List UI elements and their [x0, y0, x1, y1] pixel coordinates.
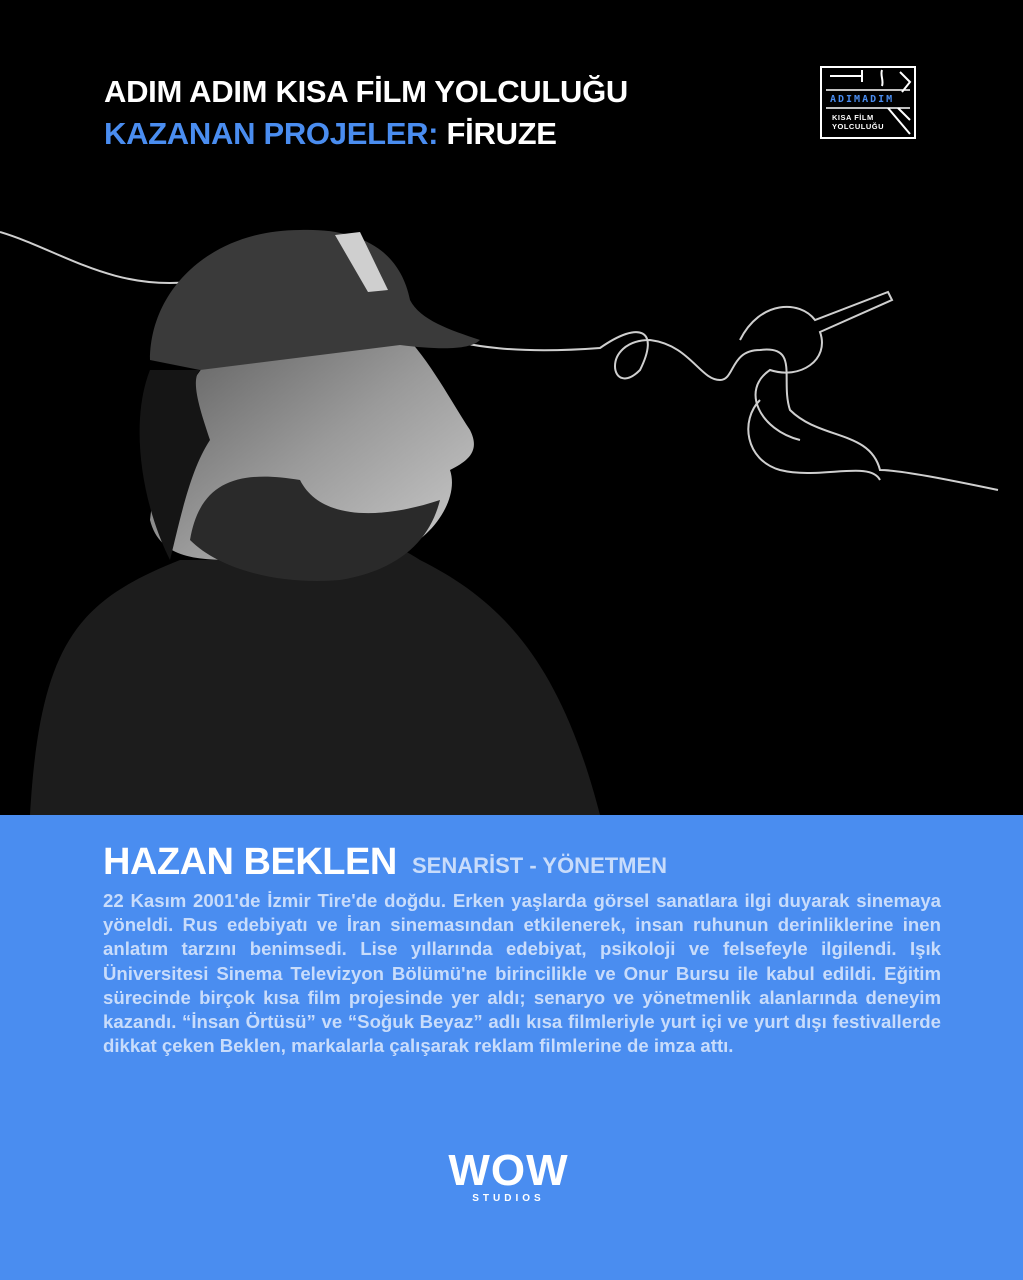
project-name: FİRUZE [446, 116, 557, 151]
person-name: HAZAN BEKLEN [103, 841, 397, 883]
page-title: ADIM ADIM KISA FİLM YOLCULUĞU [104, 74, 629, 109]
bio-section [0, 815, 1023, 1280]
logo-sub-line1: KISA FİLM [832, 113, 874, 122]
portrait-figure [30, 230, 600, 815]
person-bio: 22 Kasım 2001'de İzmir Tire'de doğdu. Erken yaşlarda görsel sanatlara ilgi duyarak sinemaya yöneldi. Rus edebiyatı ve İran sinemasından etkilenerek, insan ruhunun derinliklerine inen anlatım tarzını benimsedi. Lise yıllarında edebiyat, psikoloji ve felsefeyle ilgilendi. Işık Üniversitesi Sinema Televizyon Bölümü'ne birincilikle ve Onur Bursu ile kabul edildi. Eğitim sürecinde birçok kısa film projesinde yer aldı; senaryo ve yönetmenlik alanlarında deneyim kazandı. “İnsan Örtüsü” ve “Soğuk Beyaz” adlı kısa filmleriyle yurt içi ve yurt dışı festivallerde dikkat çeken Beklen, markalarla çalışarak reklam filmlerine de imza attı. [103, 890, 941, 1057]
wow-studios-logo [436, 1146, 581, 1209]
logo-sub-line2: YOLCULUĞU [832, 122, 884, 131]
sponsor-word: WOW [448, 1146, 569, 1195]
logo-word: ADIMADIM [830, 94, 895, 105]
person-role: SENARİST - YÖNETMEN [412, 853, 668, 878]
sponsor-sub: STUDIOS [472, 1193, 545, 1204]
subtitle-accent: KAZANAN PROJELER: [104, 116, 439, 151]
